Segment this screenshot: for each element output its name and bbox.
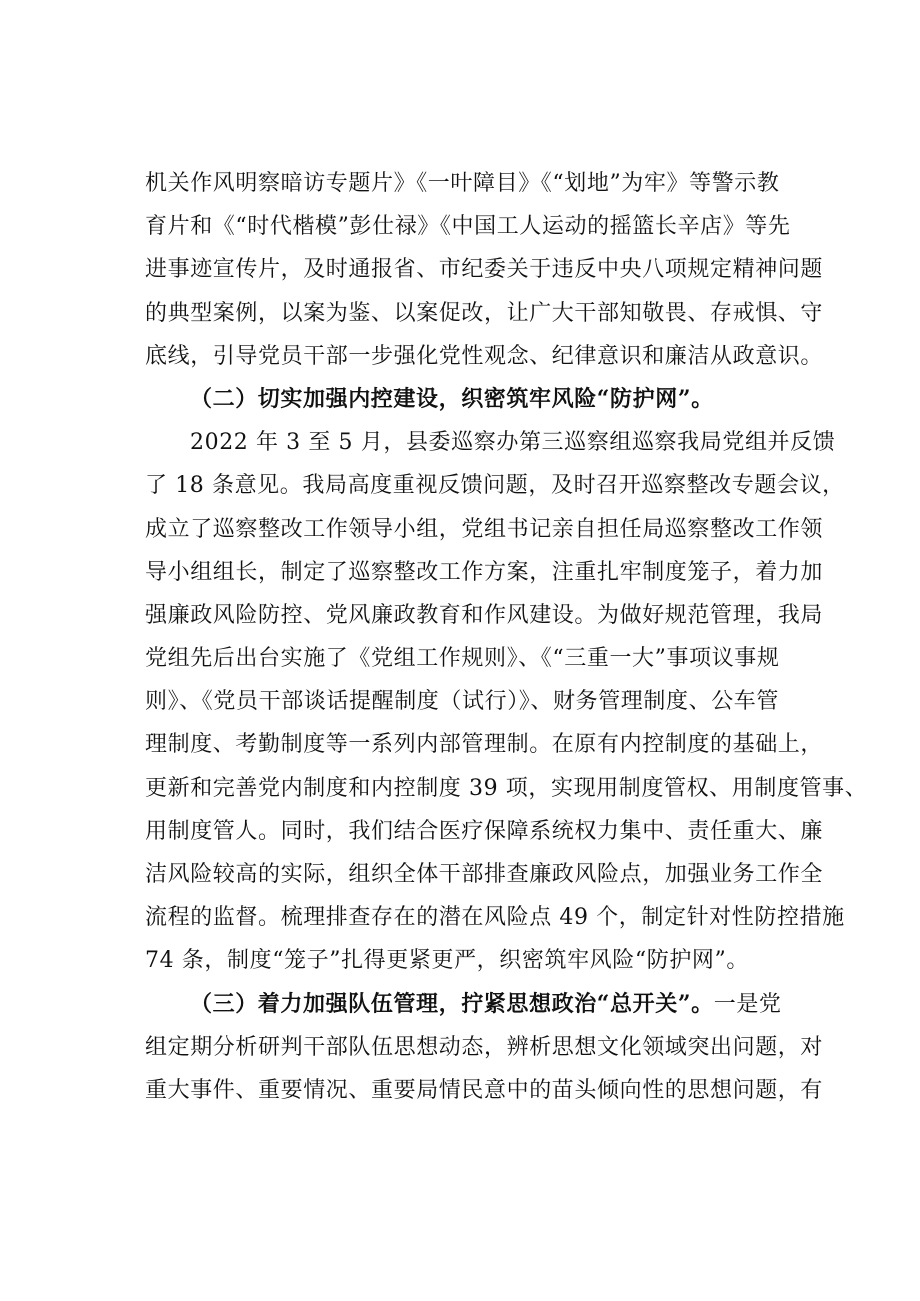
text-line: 导小组组长，制定了巡察整改工作方案，注重扎牢制度笼子，着力加 (145, 559, 824, 585)
text-line: 进事迹宣传片，及时通报省、市纪委关于违反中央八项规定精神问题 (145, 257, 824, 283)
text-line: 则》、《党员干部谈话提醒制度（试行）》、财务管理制度、公车管 (145, 689, 780, 715)
text-line: 重大事件、重要情况、重要局情民意中的苗头倾向性的思想问题，有 (145, 1077, 824, 1103)
section-3-lead: 一是党 (713, 991, 782, 1017)
text-line: 机关作风明察暗访专题片》《一叶障目》《“划地”为牢》等警示教 (145, 171, 780, 196)
section-heading-2: （二）切实加强内控建设，织密筑牢风险“防护网”。 (190, 385, 714, 412)
text-line: 的典型案例，以案为鉴、以案促改，让广大干部知敬畏、存戒惧、守 (145, 300, 824, 326)
text-line: 了 18 条意见。我局高度重视反馈问题，及时召开巡察整改专题会议， (145, 473, 845, 499)
text-line: 党组先后出台实施了《党组工作规则》、《“三重一大”事项议事规 (145, 646, 780, 672)
text-line: 理制度、考勤制度等一系列内部管理制。在原有内控制度的基础上， (145, 732, 824, 758)
document-body (145, 162, 868, 1112)
text-line: 用制度管人。同时，我们结合医疗保障系统权力集中、责任重大、廉 (145, 818, 824, 844)
text-line: 流程的监督。梳理排查存在的潜在风险点 49 个，制定针对性防控措施 (145, 905, 845, 931)
text-line: 洁风险较高的实际，组织全体干部排查廉政风险点，加强业务工作全 (145, 862, 824, 887)
text-line: 底线，引导党员干部一步强化党性观念、纪律意识和廉洁从政意识。 (145, 343, 824, 369)
text-line: 更新和完善党内制度和内控制度 39 项，实现用制度管权、用制度管事、 (145, 775, 868, 801)
text-line: 育片和《“时代楷模”彭仕禄》《中国工人运动的摇篮长辛店》等先 (145, 214, 791, 240)
text-line: 组定期分析研判干部队伍思想动态，辨析思想文化领域突出问题，对 (145, 1034, 824, 1060)
text-line: 强廉政风险防控、党风廉政教育和作风建设。为做好规范管理，我局 (145, 602, 824, 628)
text-line: 成立了巡察整改工作领导小组，党组书记亲自担任局巡察整改工作领 (145, 516, 824, 542)
section-heading-3: （三）着力加强队伍管理，拧紧思想政治“总开关”。 (190, 990, 714, 1017)
paragraph-start: 2022 年 3 至 5 月，县委巡察办第三巡察组巡察我局党组并反馈 (190, 430, 836, 456)
section-3-line (145, 983, 805, 1026)
text-line: 74 条，制度“笼子”扎得更紧更严，织密筑牢风险“防护网”。 (145, 948, 749, 974)
